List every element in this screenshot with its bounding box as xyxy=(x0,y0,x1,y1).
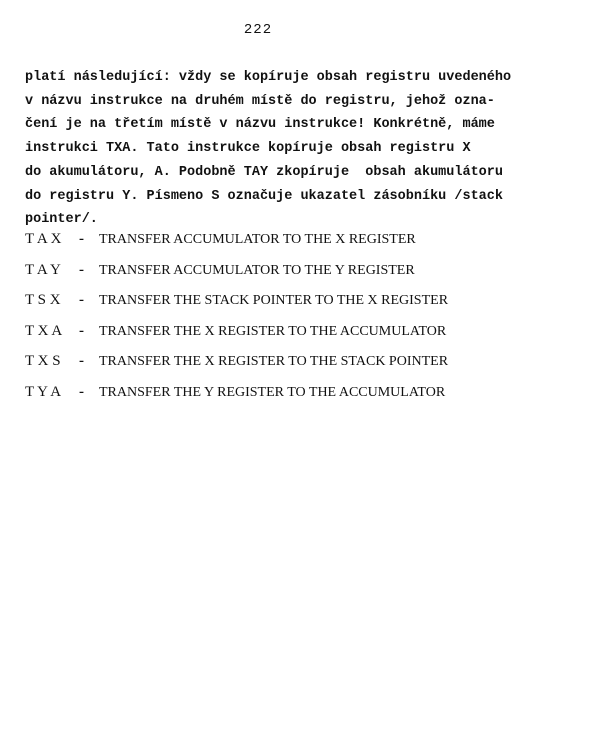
paragraph-line: do akumulátoru, A. Podobně TAY zkopíruje obsah akumulátoru xyxy=(25,164,503,180)
instruction-description: TRANSFER THE X REGISTER TO THE STACK POINTER xyxy=(99,354,449,369)
instruction-item-txs xyxy=(25,353,585,384)
paragraph-line: do registru Y. Písmeno S označuje ukazatel zásobníku /stack xyxy=(25,188,503,204)
instruction-dash: - xyxy=(79,231,84,247)
instruction-item-txa xyxy=(25,323,585,354)
instruction-mnemonic: T A Y xyxy=(25,261,61,278)
instruction-item-tax xyxy=(25,231,585,262)
instruction-mnemonic: T Y A xyxy=(25,383,62,400)
instruction-item-tsx xyxy=(25,292,585,323)
instruction-description: TRANSFER THE Y REGISTER TO THE ACCUMULATOR xyxy=(99,384,446,400)
instruction-dash: - xyxy=(79,353,84,369)
instruction-dash: - xyxy=(79,322,84,339)
paragraph-line: pointer/. xyxy=(25,212,98,228)
instruction-item-tay xyxy=(25,262,585,293)
instruction-description: TRANSFER ACCUMULATOR TO THE X REGISTER xyxy=(99,232,416,247)
instruction-description: TRANSFER THE X REGISTER TO THE ACCUMULATOR xyxy=(99,323,447,339)
paragraph-line: instrukci TXA. Tato instrukce kopíruje obsah registru X xyxy=(25,141,471,157)
instruction-mnemonic: T X A xyxy=(25,322,63,339)
paragraph-line: platí následující: vždy se kopíruje obsah registru uvedeného xyxy=(25,70,512,85)
instruction-mnemonic: T S X xyxy=(25,292,61,308)
paragraph-line: v názvu instrukce na druhém místě do registru, jehož ozna- xyxy=(25,93,495,109)
instruction-mnemonic: T X S xyxy=(25,353,61,369)
instruction-list xyxy=(25,231,585,414)
instruction-dash: - xyxy=(79,383,84,400)
paragraph-line: čení je na třetím místě v názvu instrukce! Konkrétně, máme xyxy=(25,117,495,133)
instruction-description: TRANSFER ACCUMULATOR TO THE Y REGISTER xyxy=(99,262,415,278)
body-paragraph xyxy=(25,66,591,232)
instruction-dash: - xyxy=(79,292,84,308)
instruction-item-tya xyxy=(25,384,585,415)
instruction-mnemonic: T A X xyxy=(25,231,62,247)
instruction-description: TRANSFER THE STACK POINTER TO THE X REGISTER xyxy=(99,293,449,308)
instruction-dash: - xyxy=(79,261,84,278)
page-number: 222 xyxy=(243,22,273,38)
